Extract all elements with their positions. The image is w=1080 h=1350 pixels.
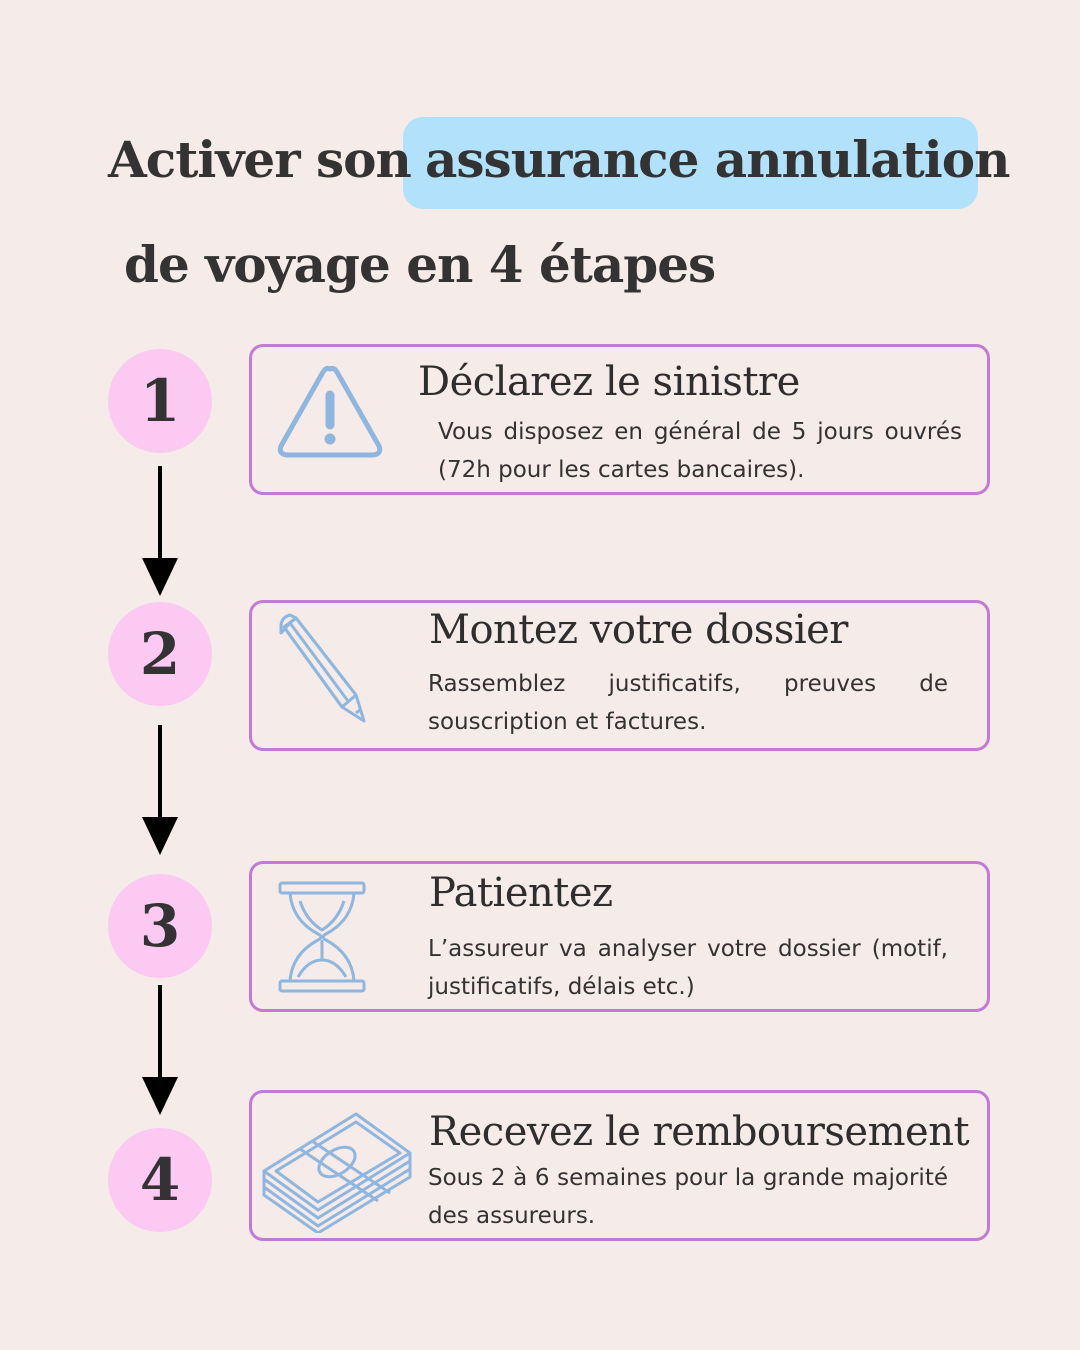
step-description-3: L’assureur va analyser votre dossier (motif, justificatifs, délais etc.) [428, 936, 948, 1000]
step-card-1 [249, 344, 990, 495]
step-title-2: Montez votre dossier [429, 607, 848, 653]
step-description-4: Sous 2 à 6 semaines pour la grande majorité des assureurs. [428, 1165, 948, 1229]
step-title-1: Déclarez le sinistre [418, 359, 800, 405]
step-card-4 [249, 1090, 990, 1241]
step-number-1: 1 [108, 349, 212, 453]
step-title-3: Patientez [429, 870, 613, 916]
page-title-part2: de voyage en 4 étapes [124, 235, 716, 294]
step-number-4: 4 [108, 1128, 212, 1232]
warning-icon [276, 363, 384, 461]
money-stack-icon [260, 1109, 414, 1233]
hourglass-icon [278, 880, 368, 995]
step-number-3: 3 [108, 874, 212, 978]
arrow-down-icon [142, 466, 178, 596]
arrow-down-icon [142, 985, 178, 1115]
step-description-1: Vous disposez en général de 5 jours ouvrés (72h pour les cartes bancaires). [438, 419, 962, 483]
step-number-2: 2 [108, 602, 212, 706]
pencil-icon [276, 613, 368, 725]
step-title-4: Recevez le remboursement [429, 1109, 970, 1155]
step-card-2 [249, 600, 990, 751]
step-card-3 [249, 861, 990, 1012]
page-title-highlight: assurance annulation [425, 130, 1010, 189]
step-description-2: Rassemblez justificatifs, preuves de souscription et factures. [428, 671, 948, 735]
arrow-down-icon [142, 725, 178, 855]
page-title-part1: Activer son [108, 130, 411, 189]
